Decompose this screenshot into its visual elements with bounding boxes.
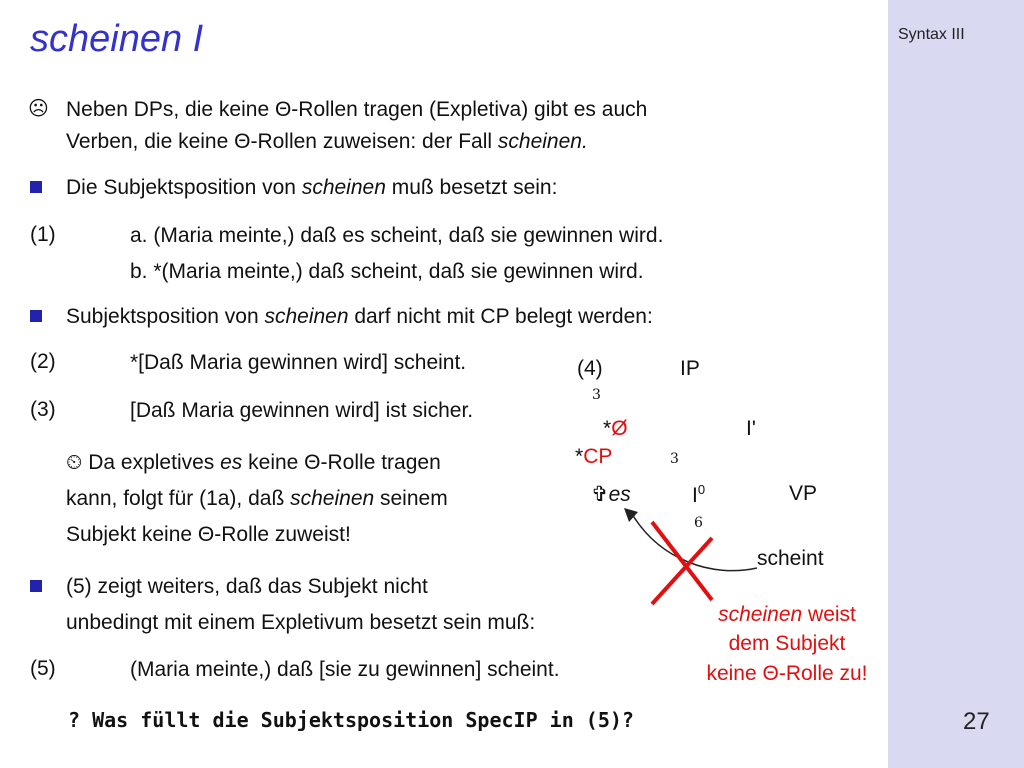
example1b: b. *(Maria meinte,) daß scheint, daß sie gewinnen wird. <box>130 260 644 283</box>
tree-node-es: ✞es <box>591 483 631 506</box>
red-cross-line <box>652 538 712 604</box>
tree-node-i0: $I^0$ <box>692 482 706 507</box>
tree-node-vp: VP <box>789 482 818 505</box>
example2-number: (2) <box>30 350 56 373</box>
note-line3: Subjekt keine Θ-Rolle zuweist! <box>66 523 351 546</box>
example5: (Maria meinte,) daß [sie zu gewinnen] scheint. <box>130 658 560 681</box>
point1-line2: Verben, die keine Θ-Rollen zuweisen: der Fall scheinen. <box>66 130 588 153</box>
example1a: a. (Maria meinte,) daß es scheint, daß sie gewinnen wird. <box>130 224 664 247</box>
note-line1: ⏲ Da expletives es keine Θ-Rolle tragen <box>66 451 441 474</box>
slide-title: scheinen I <box>30 18 204 60</box>
bullet3-line1: (5) zeigt weiters, daß das Subjekt nicht <box>66 575 428 598</box>
example2: *[Daß Maria gewinnen wird] scheint. <box>130 351 467 374</box>
tree-node-ip: IP <box>680 357 700 380</box>
example5-number: (5) <box>30 657 56 680</box>
bullet3-line2: unbedingt mit einem Expletivum besetzt sein muß: <box>66 611 536 634</box>
tree-branch-marker: 6 <box>694 515 703 531</box>
question-icon: ? <box>68 708 81 732</box>
example1-number: (1) <box>30 223 56 246</box>
point1-line1: Neben DPs, die keine Θ-Rollen tragen (Expletiva) gibt es auch <box>66 98 648 121</box>
frown-icon: ☹ <box>28 98 49 120</box>
course-label: Syntax III <box>898 26 965 43</box>
tree-branch-marker: 3 <box>670 451 679 467</box>
clock-icon: ⏲ <box>66 451 83 474</box>
cross-icon: ✞ <box>591 483 609 506</box>
theta-arrow <box>632 514 757 571</box>
red-annotation: scheinen weist dem Subjekt keine Θ-Rolle zu! <box>706 603 868 685</box>
example3: [Daß Maria gewinnen wird] ist sicher. <box>130 399 474 422</box>
bullet2-text: Subjektsposition von scheinen darf nicht mit CP belegt werden: <box>66 305 653 328</box>
tree-node-scheint: scheint <box>757 547 824 570</box>
tree-node-cp: *CP <box>575 445 613 468</box>
question-text: ? Was füllt die Subjektsposition SpecIP in (5)? <box>68 708 634 732</box>
example3-number: (3) <box>30 398 56 421</box>
page-number: 27 <box>963 708 990 735</box>
tree-branch-marker: 3 <box>592 387 601 403</box>
bullet1-text: Die Subjektsposition von scheinen muß besetzt sein: <box>66 176 558 199</box>
tree-number: (4) <box>577 357 603 380</box>
tree-node-empty: *Ø <box>603 417 628 440</box>
note-line2: kann, folgt für (1a), daß scheinen seinem <box>66 487 448 510</box>
red-cross-line <box>652 522 712 600</box>
tree-node-ibar: I' <box>746 417 756 440</box>
